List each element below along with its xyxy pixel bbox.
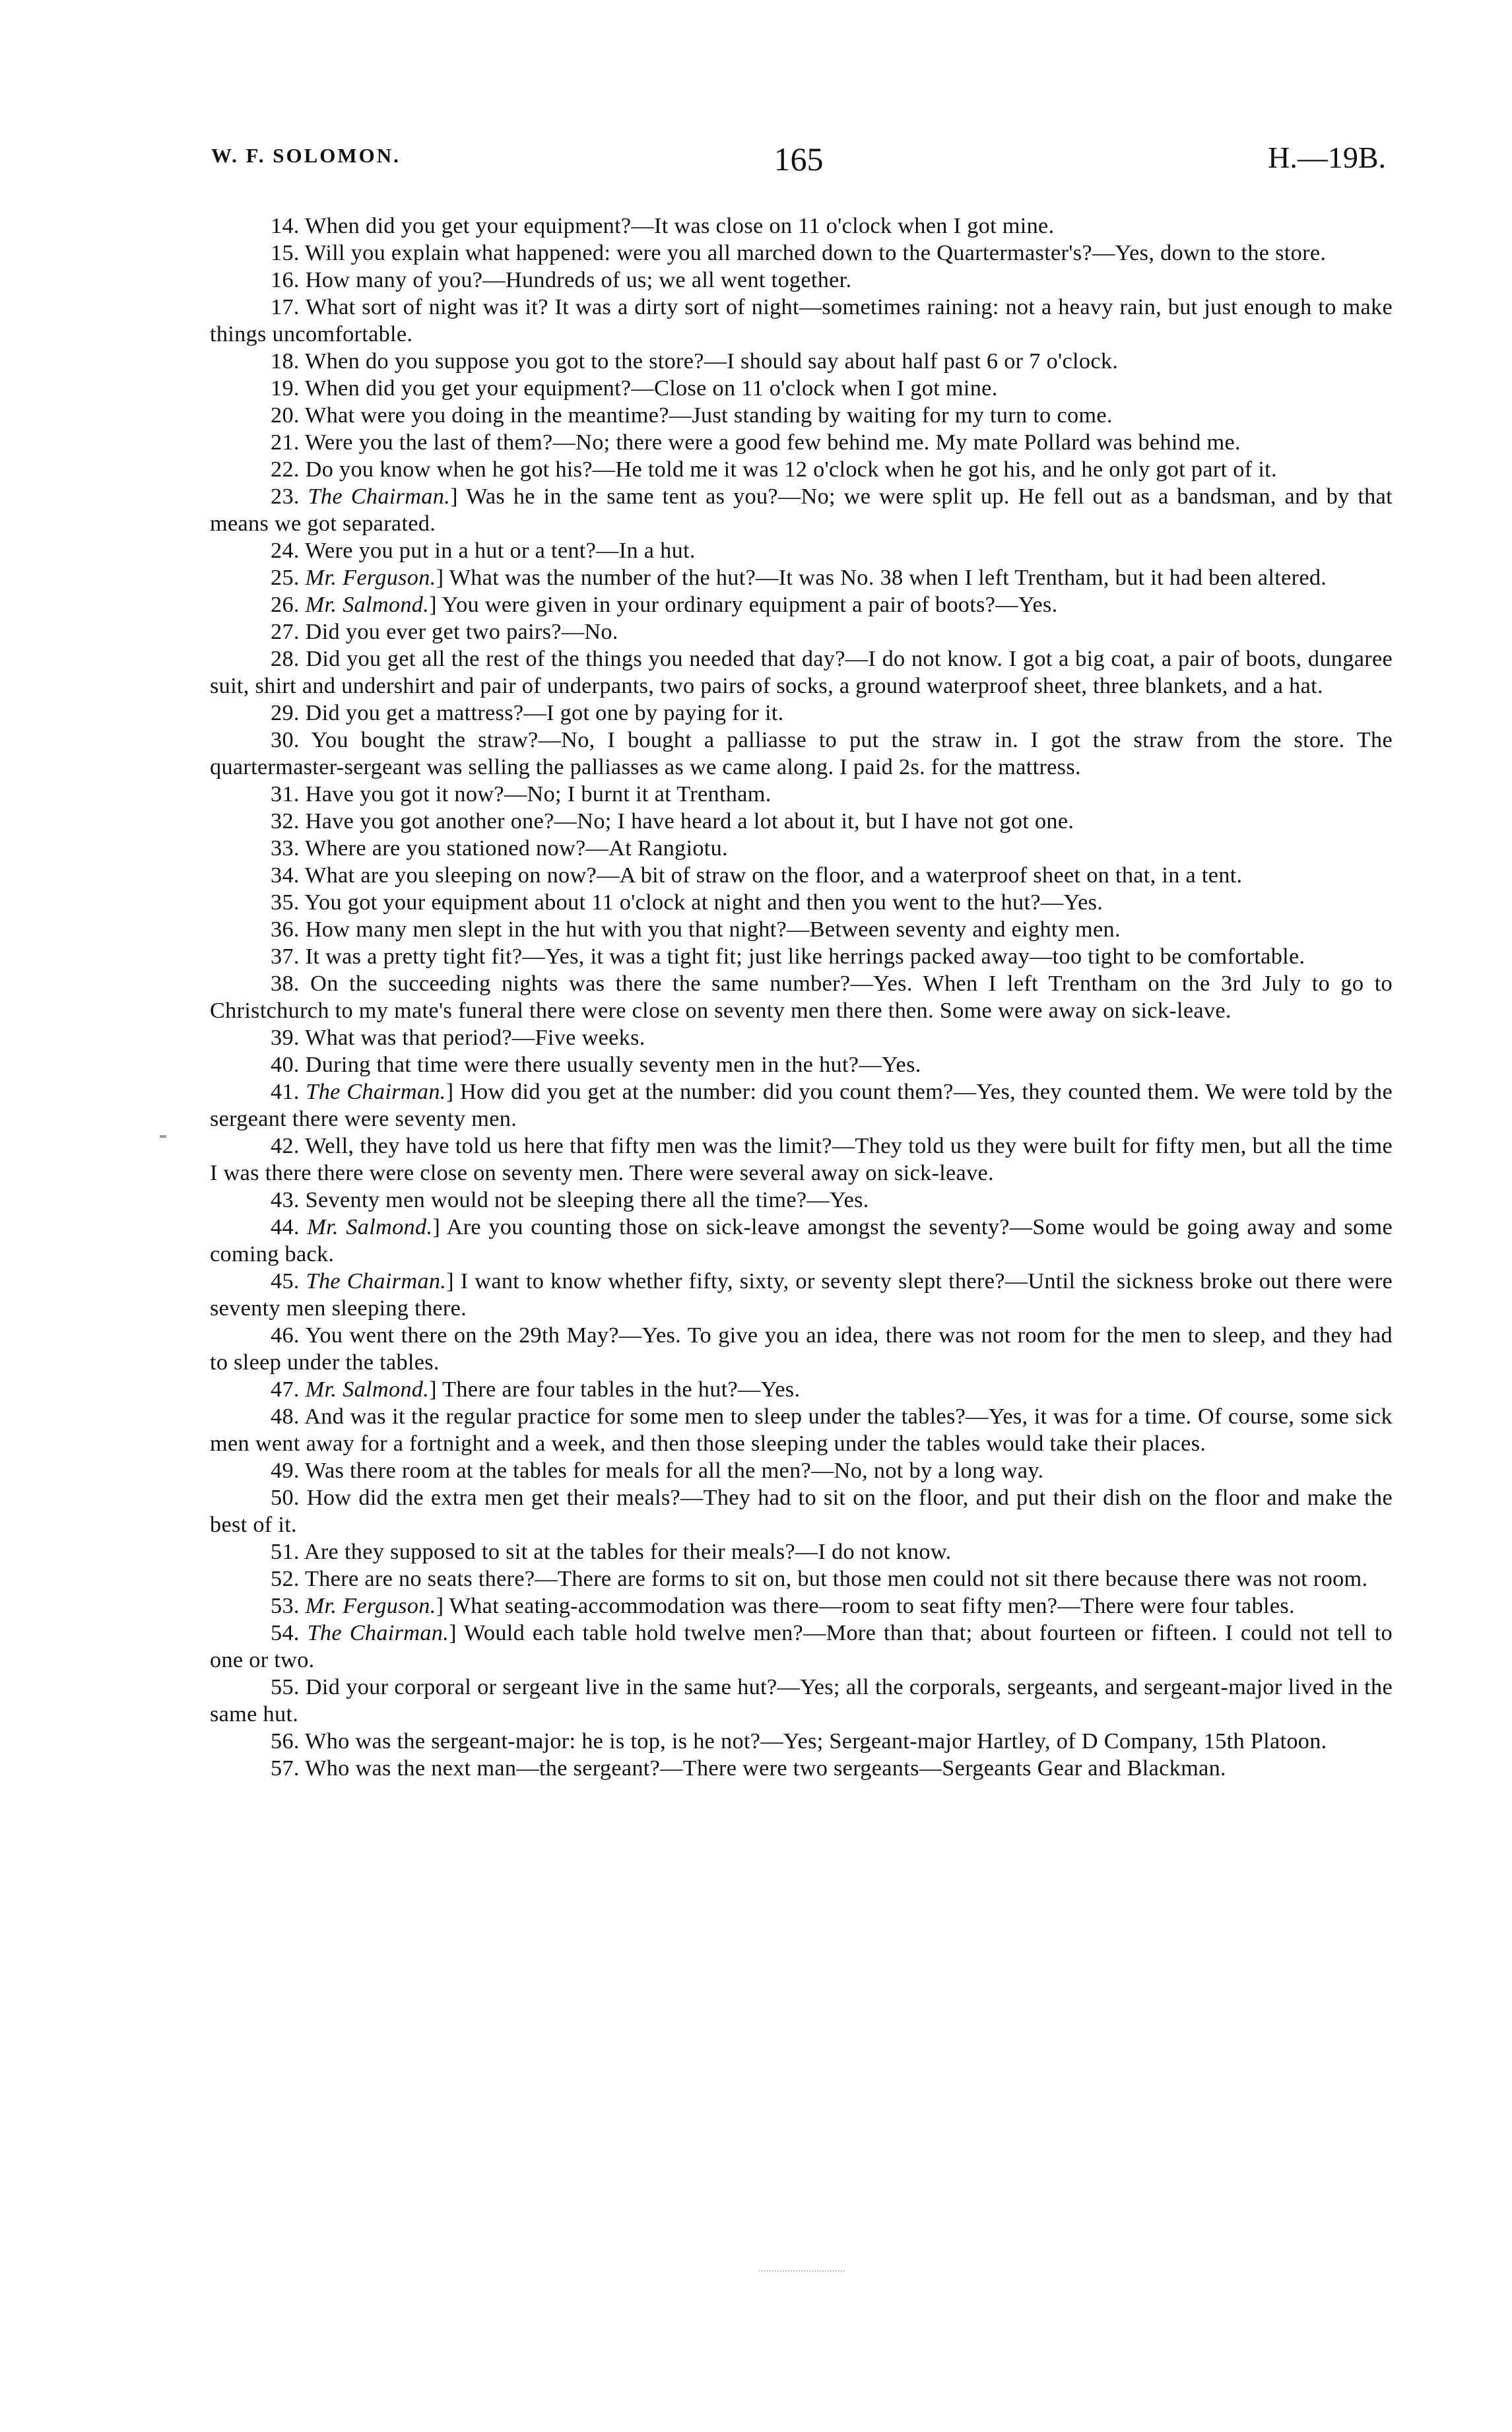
page-header <box>211 141 1386 183</box>
question-paragraph: 57. Who was the next man—the sergeant?—There were two sergeants—Sergeants Gear and Blackman. <box>271 1756 1226 1781</box>
witness-name: W. F. SOLOMON. <box>211 144 401 167</box>
question-paragraph: 29. Did you get a mattress?—I got one by paying for it. <box>271 700 784 725</box>
question-paragraph: 38. On the succeeding nights was there the same number?—Yes. When I left Trentham on the 3rd July to go to Christchurch to my mate's funeral there were close on seventy men there then. Some were away on sick-leave. <box>210 971 1393 1023</box>
question-paragraph: 18. When do you suppose you got to the store?—I should say about half past 6 or 7 o'clock. <box>271 348 1119 374</box>
question-paragraph: 23. The Chairman.] Was he in the same tent as you?—No; we were split up. He fell out as a bandsman, and by that means we got separated. <box>210 484 1393 536</box>
question-paragraph: 49. Was there room at the tables for meals for all the men?—No, not by a long way. <box>271 1458 1044 1483</box>
margin-mark <box>160 1135 166 1138</box>
page-end-mark <box>759 2270 845 2272</box>
question-paragraph: 35. You got your equipment about 11 o'clock at night and then you went to the hut?—Yes. <box>271 890 1103 915</box>
question-paragraph: 50. How did the extra men get their meals?—They had to sit on the floor, and put their dish on the floor and make the best of it. <box>210 1485 1393 1537</box>
question-paragraph: 39. What was that period?—Five weeks. <box>271 1025 645 1050</box>
question-paragraph: 42. Well, they have told us here that fifty men was the limit?—They told us they were built for fifty men, but all the time I was there there were close on seventy men. There were several away on sick-leave. <box>210 1133 1393 1185</box>
question-paragraph: 40. During that time were there usually seventy men in the hut?—Yes. <box>271 1052 921 1077</box>
question-paragraph: 56. Who was the sergeant-major: he is top, is he not?—Yes; Sergeant-major Hartley, of D Company, 15th Platoon. <box>271 1728 1327 1754</box>
question-paragraph: 24. Were you put in a hut or a tent?—In a hut. <box>271 538 696 563</box>
question-paragraph: 43. Seventy men would not be sleeping there all the time?—Yes. <box>271 1187 869 1212</box>
question-paragraph: 54. The Chairman.] Would each table hold twelve men?—More than that; about fourteen or fifteen. I could not tell to one or two. <box>210 1620 1393 1672</box>
speaker-name: The Chairman. <box>306 1079 446 1104</box>
question-paragraph: 51. Are they supposed to sit at the tables for their meals?—I do not know. <box>271 1539 952 1564</box>
speaker-name: Mr. Salmond. <box>305 1377 430 1402</box>
speaker-name: Mr. Salmond. <box>307 1214 433 1239</box>
question-paragraph: 37. It was a pretty tight fit?—Yes, it was a tight fit; just like herrings packed away—too tight to be comfortable. <box>271 944 1305 969</box>
question-paragraph: 36. How many men slept in the hut with you that night?—Between seventy and eighty men. <box>271 917 1121 942</box>
speaker-name: Mr. Salmond. <box>305 592 430 617</box>
question-paragraph: 14. When did you get your equipment?—It was close on 11 o'clock when I got mine. <box>271 213 1055 238</box>
speaker-name: The Chairman. <box>306 1268 447 1294</box>
speaker-name: Mr. Ferguson. <box>305 1593 436 1618</box>
question-paragraph: 22. Do you know when he got his?—He told me it was 12 o'clock when he got his, and he only got part of it. <box>271 457 1277 482</box>
question-paragraph: 25. Mr. Ferguson.] What was the number of the hut?—It was No. 38 when I left Trentham, but it had been altered. <box>271 565 1327 590</box>
testimony-body <box>210 213 1393 1782</box>
question-paragraph: 34. What are you sleeping on now?—A bit of straw on the floor, and a waterproof sheet on that, in a tent. <box>271 863 1243 888</box>
question-paragraph: 33. Where are you stationed now?—At Rangiotu. <box>271 836 728 861</box>
question-paragraph: 27. Did you ever get two pairs?—No. <box>271 619 618 644</box>
question-paragraph: 45. The Chairman.] I want to know whether fifty, sixty, or seventy slept there?—Until the sickness broke out there were seventy men sleeping there. <box>210 1268 1393 1321</box>
question-paragraph: 55. Did your corporal or sergeant live in the same hut?—Yes; all the corporals, sergeants, and sergeant-major lived in the same hut. <box>210 1674 1393 1726</box>
question-paragraph: 19. When did you get your equipment?—Close on 11 o'clock when I got mine. <box>271 376 998 401</box>
question-paragraph: 46. You went there on the 29th May?—Yes. To give you an idea, there was not room for the men to sleep, and they had to sleep under the tables. <box>210 1323 1393 1375</box>
speaker-name: Mr. Ferguson. <box>305 565 436 590</box>
question-paragraph: 17. What sort of night was it? It was a dirty sort of night—sometimes raining: not a heavy rain, but just enough to make things uncomfortable. <box>210 294 1393 346</box>
question-paragraph: 41. The Chairman.] How did you get at the number: did you count them?—Yes, they counted them. We were told by the sergeant there were seventy men. <box>210 1079 1393 1131</box>
speaker-name: The Chairman. <box>308 484 451 509</box>
question-paragraph: 16. How many of you?—Hundreds of us; we all went together. <box>271 267 852 292</box>
question-paragraph: 20. What were you doing in the meantime?—Just standing by waiting for my turn to come. <box>271 403 1113 428</box>
question-paragraph: 21. Were you the last of them?—No; there were a good few behind me. My mate Pollard was behind me. <box>271 430 1241 455</box>
question-paragraph: 31. Have you got it now?—No; I burnt it at Trentham. <box>271 781 772 806</box>
question-paragraph: 47. Mr. Salmond.] There are four tables in the hut?—Yes. <box>271 1377 801 1402</box>
question-paragraph: 53. Mr. Ferguson.] What seating-accommodation was there—room to seat fifty men?—There were four tables. <box>271 1593 1295 1618</box>
document-reference: H.—19B. <box>1268 141 1386 174</box>
question-paragraph: 52. There are no seats there?—There are forms to sit on, but those men could not sit there because there was not room. <box>271 1566 1368 1591</box>
speaker-name: The Chairman. <box>307 1620 449 1645</box>
question-paragraph: 44. Mr. Salmond.] Are you counting those on sick-leave amongst the seventy?—Some would be going away and some coming back. <box>210 1214 1393 1266</box>
page-number: 165 <box>773 141 824 178</box>
question-paragraph: 26. Mr. Salmond.] You were given in your ordinary equipment a pair of boots?—Yes. <box>271 592 1058 617</box>
question-paragraph: 32. Have you got another one?—No; I have heard a lot about it, but I have not got one. <box>271 808 1074 834</box>
question-paragraph: 28. Did you get all the rest of the things you needed that day?—I do not know. I got a big coat, a pair of boots, dungaree suit, shirt and undershirt and pair of underpants, two pairs of socks, a ground waterproof sheet, three blankets, and a hat. <box>210 646 1393 698</box>
question-paragraph: 48. And was it the regular practice for some men to sleep under the tables?—Yes, it was for a time. Of course, some sick men went away for a fortnight and a week, and then those sleeping under the tables would take their places. <box>210 1404 1393 1456</box>
question-paragraph: 15. Will you explain what happened: were you all marched down to the Quartermaster's?—Yes, down to the store. <box>271 240 1327 265</box>
question-paragraph: 30. You bought the straw?—No, I bought a palliasse to put the straw in. I got the straw from the store. The quartermaster-sergeant was selling the palliasses as we came along. I paid 2s. for the mattress. <box>210 727 1393 779</box>
